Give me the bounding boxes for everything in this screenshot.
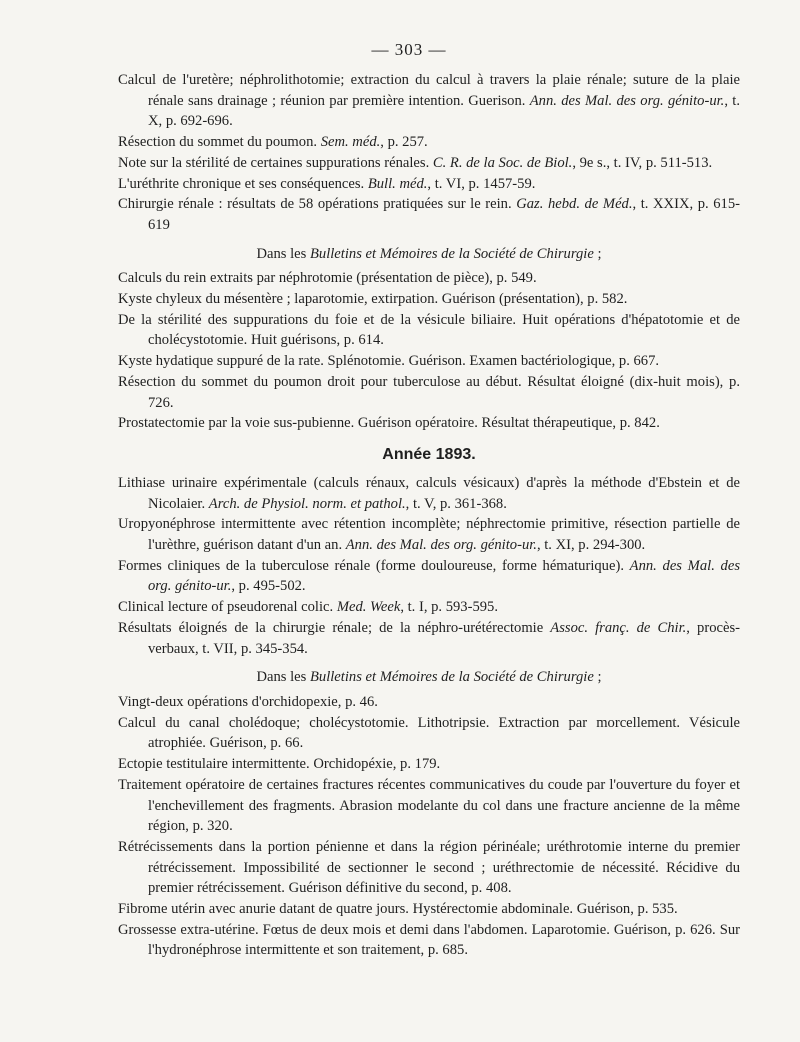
bibliography-group-4 — [118, 692, 740, 961]
section-intro-suffix: ; — [593, 669, 602, 686]
bibliography-entry — [118, 413, 740, 434]
entry-text: , t. XXIX, p. 615-619 — [148, 196, 740, 233]
bibliography-entry — [118, 618, 740, 659]
entry-text: Vingt-deux opérations d'orchidopexie, p. 46. — [118, 693, 378, 710]
bibliography-entry — [118, 372, 740, 413]
bibliography-entry — [118, 899, 740, 920]
entry-text: Clinical lecture of pseudorenal colic. — [118, 599, 337, 616]
entry-text: Lithiase urinaire expérimentale (calculs rénaux, calculs vésicaux) d'après la méthode d'Ebstein et de Nicolaier. — [118, 474, 740, 512]
bibliography-entry — [118, 775, 740, 837]
bibliography-entry — [118, 153, 740, 174]
bibliography-entry — [118, 194, 740, 235]
bibliography-group-1 — [118, 70, 740, 236]
entry-text: Fibrome utérin avec anurie datant de quatre jours. Hystérectomie abdominale. Guérison, p. 535. — [118, 901, 678, 918]
entry-text: , 9e s., t. IV, p. 511-513. — [572, 154, 713, 171]
entry-journal-title: Ann. des Mal. des org. génito-ur. — [345, 537, 537, 554]
entry-text: , t. V, p. 361-368. — [405, 495, 507, 512]
entry-journal-title: Ann. des Mal. des org. génito-ur. — [148, 557, 740, 595]
section-intro-suffix: ; — [593, 245, 602, 262]
section-intro-bulletins — [118, 244, 740, 265]
bibliography-group-2 — [118, 268, 740, 434]
bibliography-group-3 — [118, 473, 740, 659]
section-intro-prefix: Dans les — [256, 669, 310, 686]
section-intro-journal: Bulletins et Mémoires de la Société de Chirurgie — [309, 669, 594, 686]
entry-text: Chirurgie rénale : résultats de 58 opérations pratiquées sur le rein. — [118, 196, 517, 213]
bibliography-entry — [118, 556, 740, 597]
entry-text: , p. 257. — [380, 134, 428, 151]
entry-journal-title: Sem. méd. — [320, 134, 381, 151]
entry-text: , t. X, p. 692-696. — [148, 92, 741, 130]
entry-text: Prostatectomie par la voie sus-pubienne. Guérison opératoire. Résultat thérapeutique, p. 842. — [118, 415, 660, 432]
entry-text: Calcul de l'uretère; néphrolithotomie; extraction du calcul à travers la plaie rénale; suture de la plaie rénale sans drainage ; réunion par première intention. Guerison. — [118, 72, 740, 109]
entry-text: , t. I, p. 593-595. — [400, 599, 499, 616]
year-heading: Année 1893. — [382, 445, 476, 463]
entry-text: Calcul du canal cholédoque; cholécystotomie. Lithotripsie. Extraction par morcellement. Vésicule atrophiée. Guérison, p. 66. — [118, 714, 740, 752]
entry-journal-title: Assoc. franç. de Chir. — [550, 619, 687, 636]
entry-text: Formes cliniques de la tuberculose rénale (forme douloureuse, forme hématurique). — [118, 557, 630, 574]
bibliography-entry — [118, 174, 740, 195]
entry-text: Kyste hydatique suppuré de la rate. Splénotomie. Guérison. Examen bactériologique, p. 667. — [118, 353, 660, 370]
entry-text: Traitement opératoire de certaines fractures récentes communicatives du coude par l'ouverture du foyer et l'enchevillement des fragments. Abrasion modelante du col dans une fracture ancienne de la même région, p. 320. — [118, 776, 740, 835]
bibliography-entry — [118, 70, 740, 132]
entry-text: , t. XI, p. 294-300. — [536, 537, 646, 554]
bibliography-entry — [118, 351, 740, 372]
entry-text: Grossesse extra-utérine. Fœtus de deux mois et demi dans l'abdomen. Laparotomie. Guérison, p. 626. Sur l'hydronéphrose intermittente et son traitement, p. 685. — [118, 921, 740, 959]
entry-text: , p. 495-502. — [231, 578, 306, 595]
entry-journal-title: Bull. méd. — [367, 175, 428, 192]
bibliography-entry — [118, 713, 740, 754]
entry-text: Calculs du rein extraits par néphrotomie (présentation de pièce), p. 549. — [118, 270, 537, 287]
entry-journal-title: Ann. des Mal. des org. génito-ur. — [529, 92, 725, 109]
entry-text: Kyste chyleux du mésentère ; laparotomie, extirpation. Guérison (présentation), p. 582. — [118, 291, 628, 308]
bibliography-entry — [118, 514, 740, 555]
entry-text: Ectopie testitulaire intermittente. Orchidopéxie, p. 179. — [118, 756, 441, 773]
entry-journal-title: Med. Week — [336, 599, 401, 616]
entry-text: , procès-verbaux, t. VII, p. 345-354. — [148, 619, 740, 657]
entry-journal-title: C. R. de la Soc. de Biol. — [432, 154, 573, 171]
bibliography-entry — [118, 473, 740, 514]
entry-text: Uropyonéphrose intermittente avec rétention incomplète; néphrectomie primitive, résection partielle de l'urèthre, guérison datant d'un an. — [118, 516, 740, 554]
entry-text: Résection du sommet du poumon droit pour tuberculose au début. Résultat éloigné (dix-huit mois), p. 726. — [118, 373, 740, 411]
bibliography-entry — [118, 837, 740, 899]
bibliography-entry — [118, 268, 740, 289]
page-number: — 303 — — [371, 40, 447, 59]
bibliography-entry — [118, 597, 740, 618]
section-intro-journal: Bulletins et Mémoires de la Société de Chirurgie — [309, 245, 594, 262]
entry-text: Résection du sommet du poumon. — [118, 134, 321, 151]
section-intro-bulletins-2 — [118, 667, 740, 688]
bibliography-entry — [118, 132, 740, 153]
bibliography-entry — [118, 310, 740, 351]
entry-journal-title: Gaz. hebd. de Méd. — [516, 196, 633, 213]
bibliography-entry — [118, 754, 740, 775]
entry-text: L'uréthrite chronique et ses conséquences. — [118, 175, 368, 192]
entry-journal-title: Arch. de Physiol. norm. et pathol. — [208, 495, 406, 512]
entry-text: , t. VI, p. 1457-59. — [427, 175, 536, 192]
entry-text: Rétrécissements dans la portion pénienne et dans la région périnéale; uréthrotomie interne du premier rétrécissement. Impossibilité de sectionner le second ; uréthrectomie de nécessité. Récidive du premier rétrécissement. Guérison définitive du second, p. 408. — [118, 838, 740, 897]
bibliography-entry — [118, 920, 740, 961]
bibliography-entry — [118, 289, 740, 310]
entry-text: De la stérilité des suppurations du foie et de la vésicule biliaire. Huit opérations d'hépatotomie et de cholécystotomie. Huit guérisons, p. 614. — [118, 311, 740, 349]
bibliography-entry — [118, 692, 740, 713]
section-intro-prefix: Dans les — [256, 245, 310, 262]
entry-text: Résultats éloignés de la chirurgie rénale; de la néphro-urétérectomie — [118, 619, 551, 636]
entry-text: Note sur la stérilité de certaines suppurations rénales. — [118, 154, 433, 171]
